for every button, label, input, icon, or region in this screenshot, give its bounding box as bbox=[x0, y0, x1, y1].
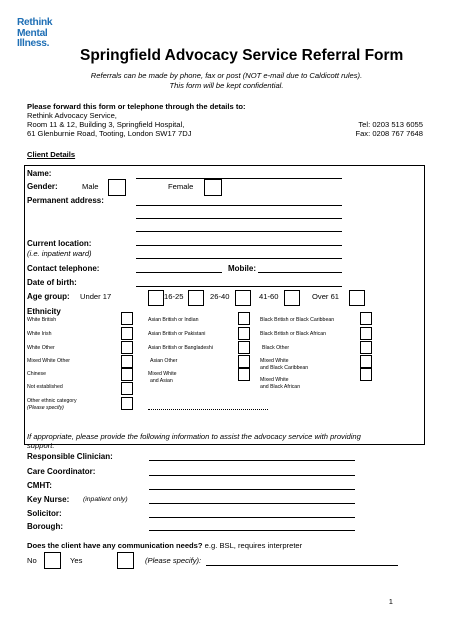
age-16-25-label: 16-25 bbox=[164, 292, 184, 301]
forward-tel: Tel: 0203 513 6055 bbox=[358, 120, 423, 129]
comm-no-checkbox[interactable] bbox=[44, 552, 61, 569]
gender-female-checkbox[interactable] bbox=[204, 179, 222, 196]
solicitor-field[interactable] bbox=[149, 517, 355, 518]
eth-black-other: Black Other bbox=[262, 345, 290, 351]
name-label: Name: bbox=[27, 169, 52, 178]
borough-label: Borough: bbox=[27, 522, 63, 531]
communication-question bbox=[27, 541, 302, 550]
age-41-60-label: 41-60 bbox=[259, 292, 279, 301]
eth-chinese: Chinese bbox=[27, 371, 47, 377]
comm-yes-label: Yes bbox=[70, 556, 83, 565]
extra-intro-line-2: support: bbox=[27, 441, 55, 450]
eth-mixed-white-asian-2: and Asian bbox=[150, 378, 173, 384]
forward-org: Rethink Advocacy Service, bbox=[27, 111, 117, 120]
gender-male-checkbox[interactable] bbox=[108, 179, 126, 196]
comm-no-label: No bbox=[27, 556, 37, 565]
current-location-hint: (i.e. inpatient ward) bbox=[27, 249, 92, 258]
age-under-17-checkbox[interactable] bbox=[148, 290, 164, 306]
eth-black-african-checkbox[interactable] bbox=[360, 327, 372, 340]
contact-telephone-label: Contact telephone: bbox=[27, 264, 100, 273]
age-16-25-checkbox[interactable] bbox=[188, 290, 204, 306]
mobile-label: Mobile: bbox=[228, 264, 256, 273]
address-line-2[interactable] bbox=[136, 218, 342, 219]
rethink-logo bbox=[17, 18, 57, 58]
date-of-birth-label: Date of birth: bbox=[27, 278, 77, 287]
eth-black-caribbean: Black British or Black Caribbean bbox=[260, 317, 335, 323]
age-26-40-label: 26-40 bbox=[210, 292, 230, 301]
care-coordinator-field[interactable] bbox=[149, 475, 355, 476]
eth-asian-pakistani: Asian British or Pakistani bbox=[148, 331, 206, 337]
forward-heading: Please forward this form or telephone through the details to: bbox=[27, 102, 246, 111]
eth-asian-bangladeshi-checkbox[interactable] bbox=[238, 341, 250, 354]
eth-mixed-white-black-african-checkbox[interactable] bbox=[360, 368, 372, 381]
eth-other-specify-field[interactable] bbox=[148, 409, 268, 410]
age-over-61-label: Over 61 bbox=[312, 292, 340, 301]
eth-white-irish: White Irish bbox=[27, 331, 52, 337]
intro-line-1: Referrals can be made by phone, fax or post (NOT e-mail due to Caldicott rules). bbox=[90, 71, 363, 80]
logo-line-3: Illness. bbox=[17, 38, 50, 49]
comm-specify-label: (Please specify): bbox=[145, 556, 202, 565]
current-location-field-2[interactable] bbox=[136, 258, 342, 259]
logo-line-2: Mental bbox=[17, 27, 48, 39]
gender-female-label: Female bbox=[168, 182, 194, 191]
cmht-field[interactable] bbox=[149, 489, 355, 490]
eth-mixed-white-black-caribbean-1: Mixed White bbox=[260, 358, 289, 364]
name-field[interactable] bbox=[136, 178, 342, 179]
eth-black-caribbean-checkbox[interactable] bbox=[360, 312, 372, 325]
solicitor-label: Solicitor: bbox=[27, 509, 62, 518]
key-nurse-label: Key Nurse: bbox=[27, 495, 70, 504]
eth-white-other-checkbox[interactable] bbox=[121, 341, 133, 354]
forward-fax: Fax: 0208 767 7648 bbox=[355, 129, 423, 138]
logo-line-1: Rethink bbox=[17, 17, 53, 28]
forward-address-2: 61 Glenburnie Road, Tooting, London SW17 7DJ bbox=[27, 129, 192, 138]
borough-field[interactable] bbox=[149, 530, 355, 531]
date-of-birth-field[interactable] bbox=[136, 286, 342, 287]
age-41-60-checkbox[interactable] bbox=[284, 290, 300, 306]
eth-mixed-white-black-caribbean-2: and Black Caribbean bbox=[260, 365, 309, 371]
cmht-label: CMHT: bbox=[27, 481, 52, 490]
eth-mixed-white-other-checkbox[interactable] bbox=[121, 355, 133, 368]
eth-mixed-white-asian-1: Mixed White bbox=[148, 371, 177, 377]
eth-asian-other-checkbox[interactable] bbox=[238, 355, 250, 368]
eth-other-category: Other ethnic category bbox=[27, 398, 77, 404]
eth-not-established-checkbox[interactable] bbox=[121, 382, 133, 395]
gender-label: Gender: bbox=[27, 182, 58, 191]
comm-specify-field[interactable] bbox=[206, 565, 398, 566]
contact-telephone-field[interactable] bbox=[136, 272, 222, 273]
age-group-label: Age group: bbox=[27, 292, 70, 301]
responsible-clinician-field[interactable] bbox=[149, 460, 355, 461]
eth-black-african: Black British or Black African bbox=[260, 331, 327, 337]
eth-white-british-checkbox[interactable] bbox=[121, 312, 133, 325]
client-details-heading: Client Details bbox=[27, 150, 76, 159]
current-location-label: Current location: bbox=[27, 239, 92, 248]
eth-asian-bangladeshi: Asian British or Bangladeshi bbox=[148, 345, 213, 351]
extra-intro-line-1: If appropriate, please provide the following information to assist the advocacy service with providing bbox=[27, 432, 361, 441]
eth-not-established: Not established bbox=[27, 384, 63, 390]
eth-white-irish-checkbox[interactable] bbox=[121, 327, 133, 340]
eth-asian-indian-checkbox[interactable] bbox=[238, 312, 250, 325]
mobile-field[interactable] bbox=[258, 272, 342, 273]
page-number: 1 bbox=[388, 597, 393, 606]
eth-black-other-checkbox[interactable] bbox=[360, 341, 372, 354]
permanent-address-label: Permanent address: bbox=[27, 196, 104, 205]
eth-mixed-white-other: Mixed White Other bbox=[27, 358, 70, 364]
eth-asian-pakistani-checkbox[interactable] bbox=[238, 327, 250, 340]
age-over-61-checkbox[interactable] bbox=[349, 290, 365, 306]
eth-white-other: White Other bbox=[27, 345, 55, 351]
forward-address-1: Room 11 & 12, Building 3, Springfield Hospital, bbox=[27, 120, 185, 129]
intro-line-2: This form will be kept confidential. bbox=[169, 81, 284, 90]
care-coordinator-label: Care Coordinator: bbox=[27, 467, 96, 476]
key-nurse-field[interactable] bbox=[149, 503, 355, 504]
eth-other-hint: (Please specify) bbox=[27, 405, 64, 411]
key-nurse-hint: (inpatient only) bbox=[83, 496, 128, 503]
eth-mixed-white-asian-checkbox[interactable] bbox=[238, 368, 250, 381]
age-under-17-label: Under 17 bbox=[80, 292, 112, 301]
responsible-clinician-label: Responsible Clinician: bbox=[27, 452, 113, 461]
eth-chinese-checkbox[interactable] bbox=[121, 368, 133, 381]
eth-mixed-white-black-african-1: Mixed White bbox=[260, 377, 289, 383]
address-line-1[interactable] bbox=[136, 205, 342, 206]
communication-question-text: Does the client have any communication needs? bbox=[27, 541, 203, 550]
communication-example: e.g. BSL, requires interpreter bbox=[204, 541, 303, 550]
age-26-40-checkbox[interactable] bbox=[235, 290, 251, 306]
eth-asian-other: Asian Other bbox=[150, 358, 178, 364]
address-line-3[interactable] bbox=[136, 231, 342, 232]
eth-mixed-white-black-african-2: and Black African bbox=[260, 384, 301, 390]
current-location-field-1[interactable] bbox=[136, 245, 342, 246]
form-title: Springfield Advocacy Service Referral Form bbox=[80, 47, 404, 64]
eth-mixed-white-black-caribbean-checkbox[interactable] bbox=[360, 355, 372, 368]
eth-white-british: White British bbox=[27, 317, 57, 323]
eth-other-checkbox[interactable] bbox=[121, 397, 133, 410]
comm-yes-checkbox[interactable] bbox=[117, 552, 134, 569]
eth-asian-indian: Asian British or Indian bbox=[148, 317, 199, 323]
ethnicity-label: Ethnicity bbox=[27, 307, 61, 316]
gender-male-label: Male bbox=[82, 182, 99, 191]
